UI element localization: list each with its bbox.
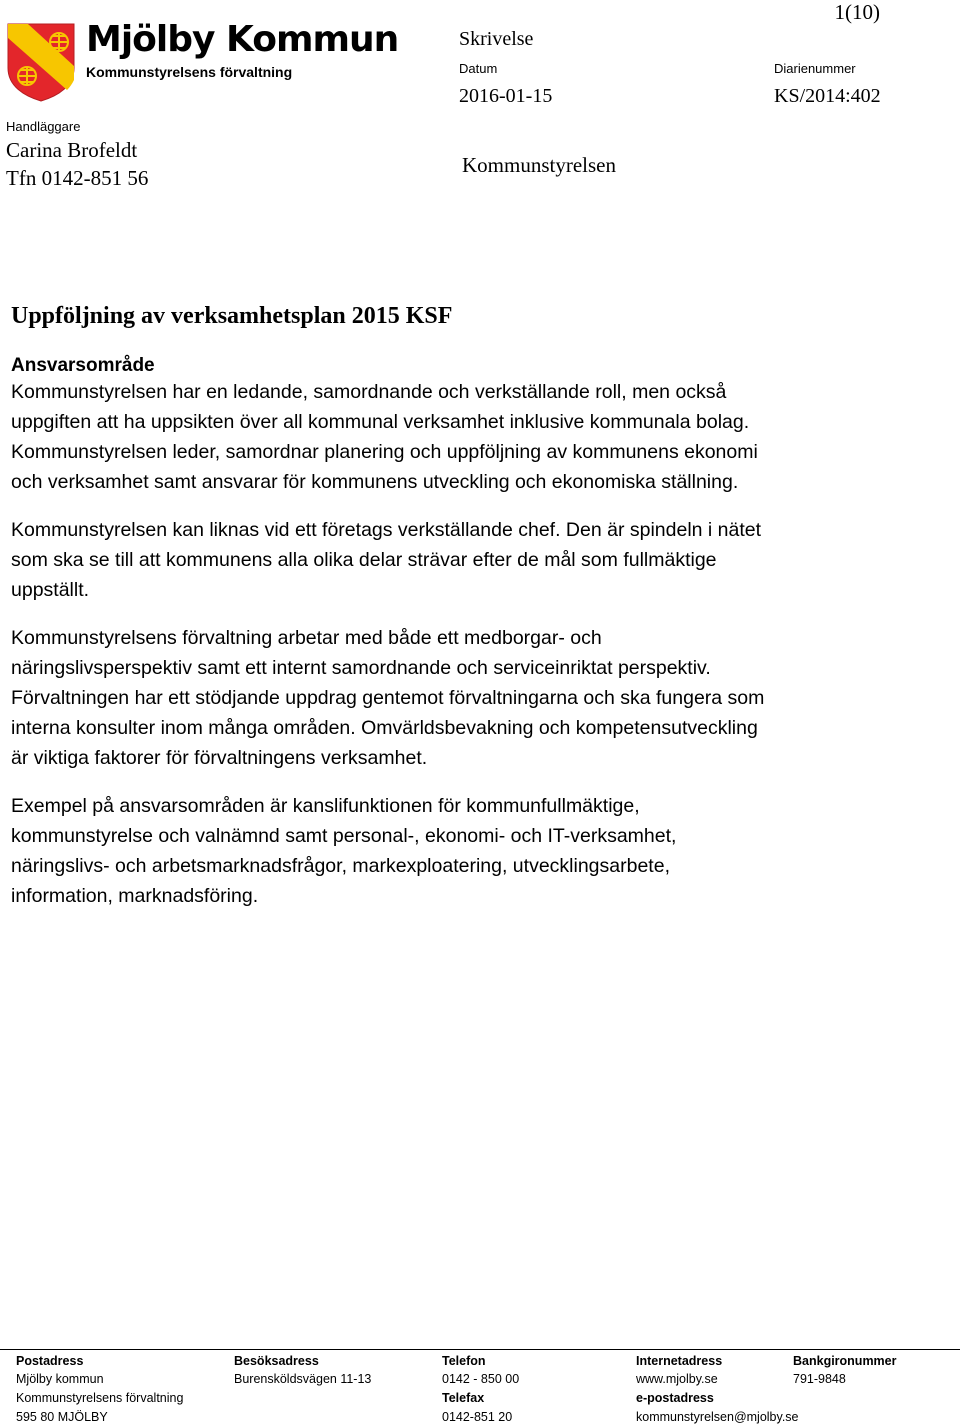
paragraph-line: Kommunstyrelsens förvaltning arbetar med både ett medborgar- och [11,627,602,649]
fax-value: 0142-851 20 [442,1410,513,1424]
paragraph-line: uppgiften att ha uppsikten över all kommunal verksamhet inklusive kommunala bolag. [11,411,750,433]
web-address-label: Internetadress [636,1354,723,1368]
phone-value: 0142 - 850 00 [442,1372,520,1386]
paragraph-line: Kommunstyrelsen har en ledande, samordnande och verkställande roll, men också [11,381,727,403]
recipient: Kommunstyrelsen [462,153,616,177]
document-title: Uppföljning av verksamhetsplan 2015 KSF [11,303,453,329]
web-address-link[interactable]: www.mjolby.se [636,1372,718,1386]
fax-label: Telefax [442,1391,485,1405]
paragraph [11,377,941,497]
paragraph-line: näringslivs- och arbetsmarknadsfrågor, markexploatering, utvecklingsarbete, [11,855,670,877]
paragraph-line: som ska se till att kommunens alla olika delar strävar efter de mål som fullmäktige [11,549,717,571]
brand-subtitle: Kommunstyrelsens förvaltning [86,64,293,80]
visit-address-label: Besöksadress [234,1354,319,1368]
postal-address-line: Mjölby kommun [16,1372,104,1386]
handler-label: Handläggare [6,119,81,134]
postal-address-label: Postadress [16,1354,84,1368]
paragraph-line: näringslivsperspektiv samt ett internt samordnande och serviceinriktat perspektiv. [11,657,711,679]
paragraph-line: Kommunstyrelsen leder, samordnar planering och uppföljning av kommunens ekonomi [11,441,758,463]
paragraph [11,791,941,911]
document-type: Skrivelse [459,28,534,50]
bankgiro-label: Bankgironummer [793,1354,897,1368]
paragraph-line: Kommunstyrelsen kan liknas vid ett företags verkställande chef. Den är spindeln i nätet [11,519,762,541]
handler-phone: Tfn 0142-851 56 [6,166,149,190]
diary-number-value: KS/2014:402 [774,85,881,107]
phone-label: Telefon [442,1354,486,1368]
brand-name: Mjölby Kommun [86,19,399,60]
paragraph-line: kommunstyrelse och valnämnd samt personal-, ekonomi- och IT-verksamhet, [11,825,677,847]
paragraph [11,515,941,605]
paragraph-line: uppställt. [11,579,90,601]
paragraph [11,623,941,773]
visit-address-value: Burensköldsvägen 11-13 [234,1372,372,1386]
postal-address-line: Kommunstyrelsens förvaltning [16,1391,184,1405]
paragraph-line: Exempel på ansvarsområden är kanslifunktionen för kommunfullmäktige, [11,795,640,817]
paragraph-line: Förvaltningen har ett stödjande uppdrag gentemot förvaltningarna och ska fungera som [11,687,765,709]
bankgiro-value: 791-9848 [793,1372,846,1386]
coat-of-arms-icon [6,22,76,102]
paragraph-line: information, marknadsföring. [11,885,259,907]
date-value: 2016-01-15 [459,85,553,107]
email-label: e-postadress [636,1391,714,1405]
paragraph-line: är viktiga faktorer för förvaltningens verksamhet. [11,747,428,769]
diary-number-label: Diarienummer [774,61,856,76]
paragraph-line: och verksamhet samt ansvarar för kommunens utveckling och ekonomiska ställning. [11,471,739,493]
email-link[interactable]: kommunstyrelsen@mjolby.se [636,1410,799,1424]
page-number: 1(10) [834,0,880,24]
postal-address-line: 595 80 MJÖLBY [16,1410,108,1424]
footer-divider [0,1349,960,1350]
paragraph-line: interna konsulter inom många områden. Omvärldsbevakning och kompetensutveckling [11,717,758,739]
section-heading: Ansvarsområde [11,355,155,376]
handler-name: Carina Brofeldt [6,138,138,162]
date-label: Datum [459,61,498,76]
